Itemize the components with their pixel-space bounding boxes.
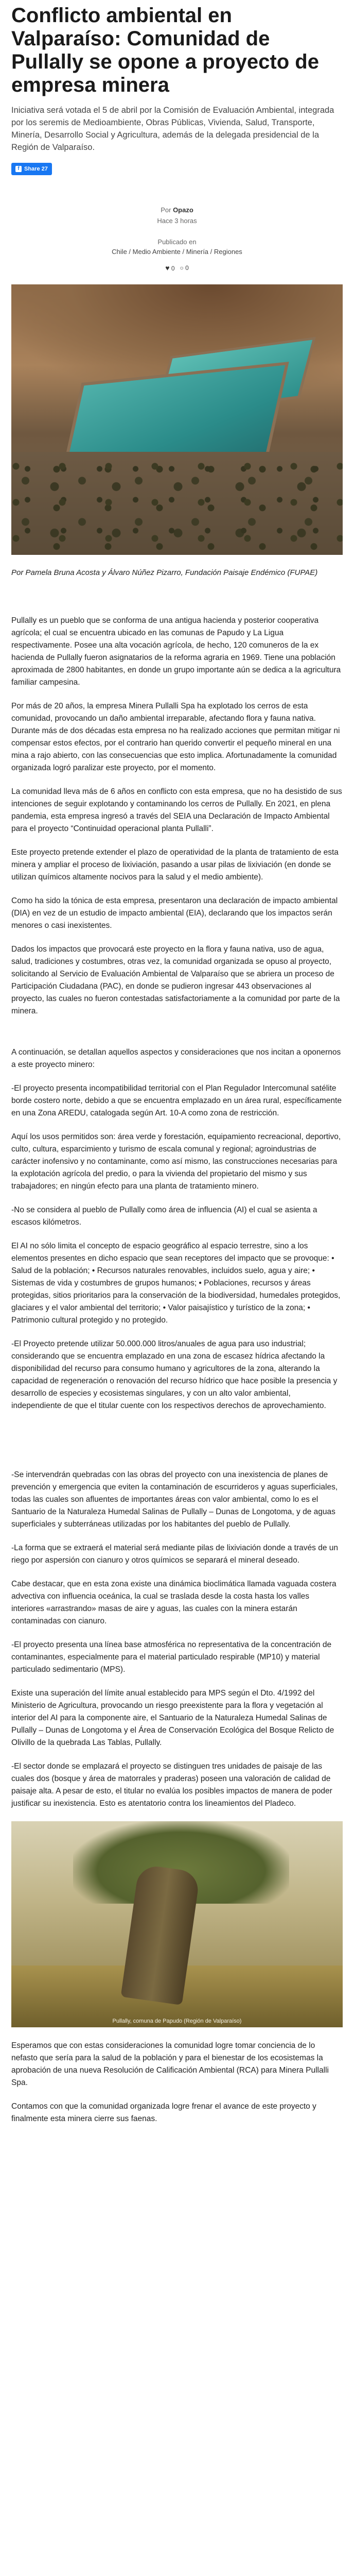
- closing-text: [11, 2040, 343, 2125]
- facebook-icon: f: [15, 166, 22, 172]
- share-row: [11, 163, 343, 176]
- hero-caption: Por Pamela Bruna Acosta y Álvaro Núñez Pizarro, Fundación Paisaje Endémico (FUPAE): [11, 568, 318, 577]
- facebook-share-label: Share 27: [24, 166, 48, 172]
- published-label: Publicado en: [157, 238, 197, 246]
- author-link[interactable]: Opazo: [173, 206, 193, 214]
- comment-icon: ○: [180, 264, 184, 272]
- paragraph: -El sector donde se emplazará el proyecto se distinguen tres unidades de paisaje de las cuales dos (bosque y área de matorrales y praderas) poseen una valoración de calidad de paisaje alta. A pesar de esto, el titular no evalúa los posibles impactos de manera de poder justificar su inexistencia. Esto es atentatorio contra los lineamientos del Pladeco.: [11, 1762, 332, 1808]
- byline-prefix: Por: [161, 206, 171, 214]
- inline-image-caption: Pullally, comuna de Papudo (Región de Valparaíso): [112, 2018, 242, 2024]
- article-meta: [11, 205, 343, 257]
- like-button[interactable]: [165, 264, 174, 272]
- paragraph: La comunidad lleva más de 6 años en conflicto con esta empresa, que no ha desistido de sus intenciones de seguir explotando y contaminando los cerros de Pullally. En 2021, en plena pandemia, esta empresa ingresó a través del SEIA una Declaración de Impacto Ambiental para el proyecto “Continuidad operacional planta Pullalli”.: [11, 787, 342, 833]
- paragraph: Esperamos que con estas consideraciones la comunidad logre tomar conciencia de lo nefasto que sería para la salud de la población y para el bienestar de los ecosistemas la aprobación de una nueva Resolución de Calificación Ambiental (RCA) para Minera Pullalli Spa.: [11, 2041, 329, 2087]
- paragraph: Pullally es un pueblo que se conforma de una antigua hacienda y posterior cooperativa agrícola; el cual se encuentra ubicado en las comunas de Papudo y La Ligua respectivamente. Posee una alta vocación agrícola, de hecho, 120 comuneros de la ex hacienda de Pullally fueron asignatarios de la reforma agraria en 1969. Tiene una población aproximada de 2800 habitantes, en donde un grupo importante aún se dedica a la agricultura familiar campesina.: [11, 616, 341, 687]
- byline: [11, 205, 343, 215]
- article-title: Conflicto ambiental en Valparaíso: Comunidad de Pullally se opone a proyecto de empresa minera: [11, 4, 319, 96]
- paragraph: Por más de 20 años, la empresa Minera Pullalli Spa ha explotado los cerros de esta comunidad, provocando un daño ambiental irreparable, afectando flora y fauna nativa. Durante más de dos décadas esta empresa no ha realizado acciones que permitan mitigar ni compensar estos efectos, por el contrario han querido convertir el pequeño mineral en una mina a rajo abierto, con las consecuencias que esto implica. Afortunadamente la comunidad organizada logró paralizar este proyecto, por el momento.: [11, 702, 340, 772]
- paragraph: Existe una superación del límite anual establecido para MPS según el Dto. 4/1992 del Ministerio de Agricultura, provocando un riesgo preexistente para la flora y vegetación al interior del AI para la componente aire, el Santuario de la Naturaleza Humedal Salinas de Pullally – Dunas de Longotoma y el Área de Conservación Ecológica del Bosque Relicto de Olivillo de la quebrada Las Tablas, Pullally.: [11, 1689, 334, 1747]
- paragraph: -No se considera al pueblo de Pullally como área de influencia (AI) el cual se asienta a escasos kilómetros.: [11, 1206, 317, 1227]
- paragraph: A continuación, se detallan aquellos aspectos y consideraciones que nos incitan a oponernos a este proyecto minero:: [11, 1048, 341, 1069]
- paragraph: Dados los impactos que provocará este proyecto en la flora y fauna nativa, uso de agua, salud, tradiciones y costumbres, otras vez, la comunidad organizada se opuso al proyecto, solicitando al Servicio de Evaluación Ambiental de Valparaíso que se abriera un proceso de Participación Ciudadana (PAC), en donde se pudieron ingresar 443 observaciones al proyecto, las cuales no fueron contestadas satisfactoriamente a la comunidad por parte de la minera.: [11, 945, 340, 1015]
- paragraph: El AI no sólo limita el concepto de espacio geográfico al espacio terrestre, sino a los elementos presentes en dicho espacio que sean receptores del impacto que se provoque: • Salud de la población; • Recursos naturales renovables, incluidos suelo, agua y aire; • Sistemas de vida y costumbres de grupos humanos; • Poblaciones, recursos y áreas protegidas, sitios prioritarios para la conservación de la biodiversidad, humedales protegidos, glaciares y el valor ambiental del territorio; • Valor paisajístico y turístico de la zona; • Patrimonio cultural protegido y no protegido.: [11, 1242, 341, 1325]
- paragraph: -El proyecto presenta incompatibilidad territorial con el Plan Regulador Intercomunal satélite borde costero norte, debido a que se encuentra emplazado en un área rural, específicamente en una Zona AREDU, catalogada según Art. 10-A como zona de restricción.: [11, 1084, 342, 1117]
- heart-icon: ♥: [165, 264, 170, 272]
- time-ago: Hace 3 horas: [157, 217, 197, 225]
- category-links[interactable]: Chile / Medio Ambiente / Minería / Regiones: [112, 248, 242, 256]
- paragraph: -El Proyecto pretende utilizar 50.000.000 litros/anuales de agua para uso industrial; considerando que se encuentra emplazado en una zona de escasez hídrica afectando la disponibilidad del recurso para consumo humano y agricultores de la zona, alterando la capacidad de regeneración o renovación del recurso hídrico que hace posible la presencia y desarrollo de especies y ecosistemas singulares, y con un alto valor ambiental, independiente de que el titular cuente con los respectivos derechos de aprovechamiento.: [11, 1340, 338, 1410]
- paragraph: Este proyecto pretende extender el plazo de operatividad de la planta de tratamiento de esta minera y ampliar el proceso de lixiviación, pasando a usar pilas de lixiviación (en donde se utilizan químicos altamente nocivos para la salud y el medio ambiente).: [11, 848, 339, 882]
- inline-image: [11, 1821, 343, 2027]
- paragraph: Cabe destacar, que en esta zona existe una dinámica bioclimática llamada vaguada costera advectiva con influencia oceánica, la cual se traslada desde la costa hasta los valles interiores «arrastrando» masas de aire y aguas, las cuales con la minera estarán contaminadas con cianuro.: [11, 1580, 337, 1625]
- comment-count: 0: [185, 264, 189, 272]
- article-lead: Iniciativa será votada el 5 de abril por la Comisión de Evaluación Ambiental, integrada por los seremis de Medioambiente, Obras Públicas, Vivienda, Salud, Transporte, Minería, Desarrollo Social y Agricultura, además de la delegada presidencial de la Región de Valparaíso.: [11, 106, 334, 152]
- article-body: [11, 615, 343, 2125]
- hero-image: [11, 284, 343, 555]
- facebook-share-button[interactable]: [11, 163, 52, 175]
- hero-scrubland: [11, 452, 343, 555]
- paragraph: -El proyecto presenta una línea base atmosférica no representativa de la concentración de contaminantes, especialmente para el material particulado respirable (MP10) y material particulado sedimentario (MPS).: [11, 1640, 332, 1674]
- paragraph: -Se intervendrán quebradas con las obras del proyecto con una inexistencia de planes de prevención y emergencia que eviten la contaminación de escurrideros y aguas superficiales, todas las cuales son afluentes de importantes áreas con valor ambiental, como lo es el Santuario de la Naturaleza Humedal Salinas de Pullally – Dunas de Longotoma, y de aguas superficiales y subterráneas utilizadas por los habitantes del pueblo de Pullally.: [11, 1470, 338, 1529]
- like-count: 0: [171, 265, 175, 272]
- comment-button[interactable]: [180, 264, 189, 272]
- paragraph: Contamos con que la comunidad organizada logre frenar el avance de este proyecto y finalmente esta minera cierre sus faenas.: [11, 2102, 316, 2123]
- paragraph: -La forma que se extraerá el material será mediante pilas de lixiviación donde a través de un riego por aspersión con cianuro y otros químicos se separará el mineral deseado.: [11, 1544, 338, 1565]
- paragraph: Aquí los usos permitidos son: área verde y forestación, equipamiento recreacional, deportivo, culto, cultura, esparcimiento y turismo de escala comunal y regional; agroindustrias de carácter inofensivo y no contaminante, como así mismo, las construcciones necesarias para la explotación agrícola del predio, o para la vivienda del propietario del mismo y sus trabajadores; en ningún efecto para una planta de tratamiento minero.: [11, 1132, 341, 1191]
- reactions: [11, 264, 343, 272]
- paragraph: Como ha sido la tónica de esta empresa, presentaron una declaración de impacto ambiental (DIA) en vez de un estudio de impacto ambiental (EIA), declarando que los impactos serán menores o casi inexistentes.: [11, 896, 338, 930]
